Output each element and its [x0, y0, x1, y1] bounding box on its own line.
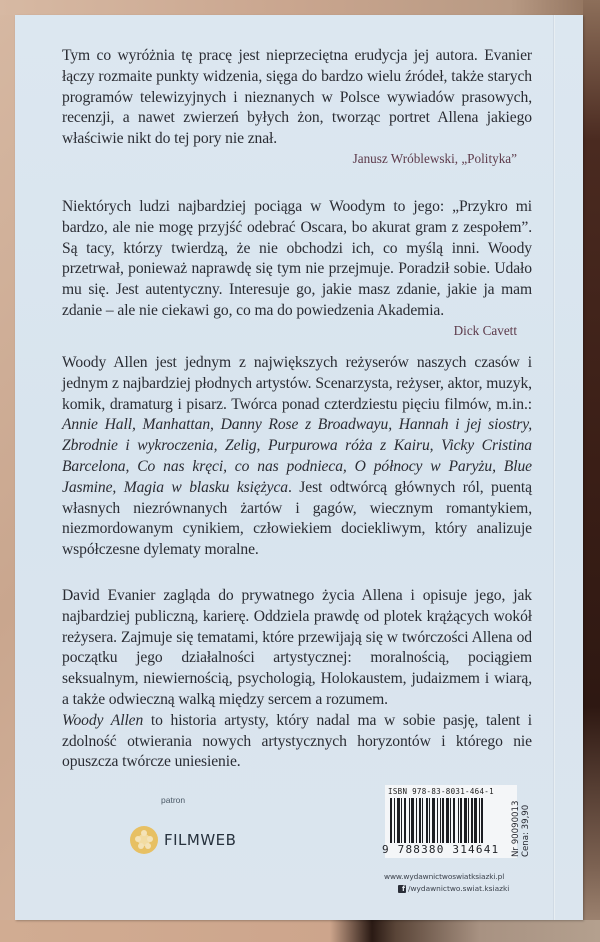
filmography-intro: Woody Allen jest jednym z największych reżyserów naszych czasów i jednym z najbardziej płodnych artystów. Scenarzysta, reżyser, aktor, muzyk, komik, dramaturg i pisarz. Twórca ponad czterdziestu pięciu filmów, m.in.: [62, 354, 532, 413]
filmweb-reel-icon [130, 826, 158, 854]
book-title-italic: Woody Allen [62, 711, 144, 729]
background-surface-top [0, 0, 600, 15]
background-surface-bottom [0, 920, 600, 942]
barcode-digits: 9 788380 314641 [382, 843, 500, 856]
publisher-facebook-link[interactable] [398, 884, 509, 893]
blurb-cavett-text: Niektórych ludzi najbardziej pociąga w Woodym to jego: „Przykro mi bardzo, ale nie mogę przyjść odebrać Oscara, bo akurat gram z zespołem”. Są tacy, którzy twierdzą, że nie obchodzi ich, co myślą inni. Woody przetrwał, ponieważ naprawdę się tym nie przejmuje. Poradził sobie. Udało mu się. Jest autentyczny. Interesuje go, jakie masz zdanie, jakie ja mam zdanie – ale nie ciekawi go, co ma do powiedzenia Akademia. [62, 198, 532, 319]
description-filmography [62, 353, 532, 561]
filmweb-brand-name: FILMWEB [164, 831, 237, 849]
blurb-cavett [62, 197, 532, 322]
price-block [511, 801, 531, 857]
filmweb-logo [130, 826, 236, 854]
blurb-wroblewski-text: Tym co wyróżnia tę pracę jest nieprzeciętna erudycja jej autora. Evanier łączy rozmaite punkty widzenia, sięga do bardzo wielu źródeł, także starych programów telewizyjnych i nieznanych w Polsce wywiadów prasowych, recenzji, a nawet zwierzeń byłych żon, tworząc portret Allena jakiego właściwie nikt do tej pory nie znał. [62, 47, 532, 148]
description-filmography-text [62, 353, 532, 561]
price-label: Cena: 39,90 [521, 804, 531, 857]
catalog-number: Nr 90090013 [511, 800, 521, 857]
background-surface-right [583, 0, 600, 942]
isbn-label: ISBN 978-83-8031-464-1 [388, 787, 494, 796]
facebook-handle: /wydawnictwo.swiat.ksiazki [408, 884, 510, 893]
patron-label: patron [161, 795, 186, 805]
description-closing [62, 711, 532, 773]
facebook-icon: f [398, 885, 406, 893]
film-titles: Annie Hall, Manhattan, Danny Rose z Broadwayu, Hannah i jej siostry, Zbrodnie i wykroczenia, Zelig, Purpurowa róża z Kairu, Vicky Cristina Barcelona, Co nas kręci, co nas podnieca, O północy w Paryżu, Blue Jasmine, Magia w blasku księżyca [62, 416, 532, 496]
blurb-wroblewski [62, 46, 532, 150]
closing-text: to historia artysty, który nadal ma w sobie pasję, talent i zdolność otwierania nowych artystycznych horyzontów i którego nie opuszcza twórcze uniesienie. [62, 711, 533, 771]
publisher-website-link[interactable]: www.wydawnictwoswiatksiazki.pl [384, 872, 505, 881]
description-evanier [62, 586, 532, 773]
barcode-icon [390, 798, 508, 843]
attribution-cavett: Dick Cavett [453, 323, 517, 338]
spine-crease [553, 15, 555, 920]
filmography-outro: . Jest odtwórcą głównych ról, puentą własnych niezrównanych żartów i gagów, wiecznym romantykiem, niezmordowanym cynikiem, człowiekiem dociekliwym, który analizuje współczesne dylematy moralne. [62, 478, 532, 559]
description-evanier-text: David Evanier zagląda do prywatnego życia Allena i opisuje jego, jak najbardziej publiczną, karierę. Oddziela prawdę od plotek krążących wokół reżysera. Zajmuje się tematami, które przewijają się w twórczości Allena od początku jego działalności artystycznej: moralnością, pociągiem seksualnym, niewiernością, psychologią, Holokaustem, judaizmem i wiarą, a także odwieczną walką między sercem a rozumem. [62, 587, 532, 708]
attribution-wroblewski: Janusz Wróblewski, „Polityka” [352, 151, 517, 166]
